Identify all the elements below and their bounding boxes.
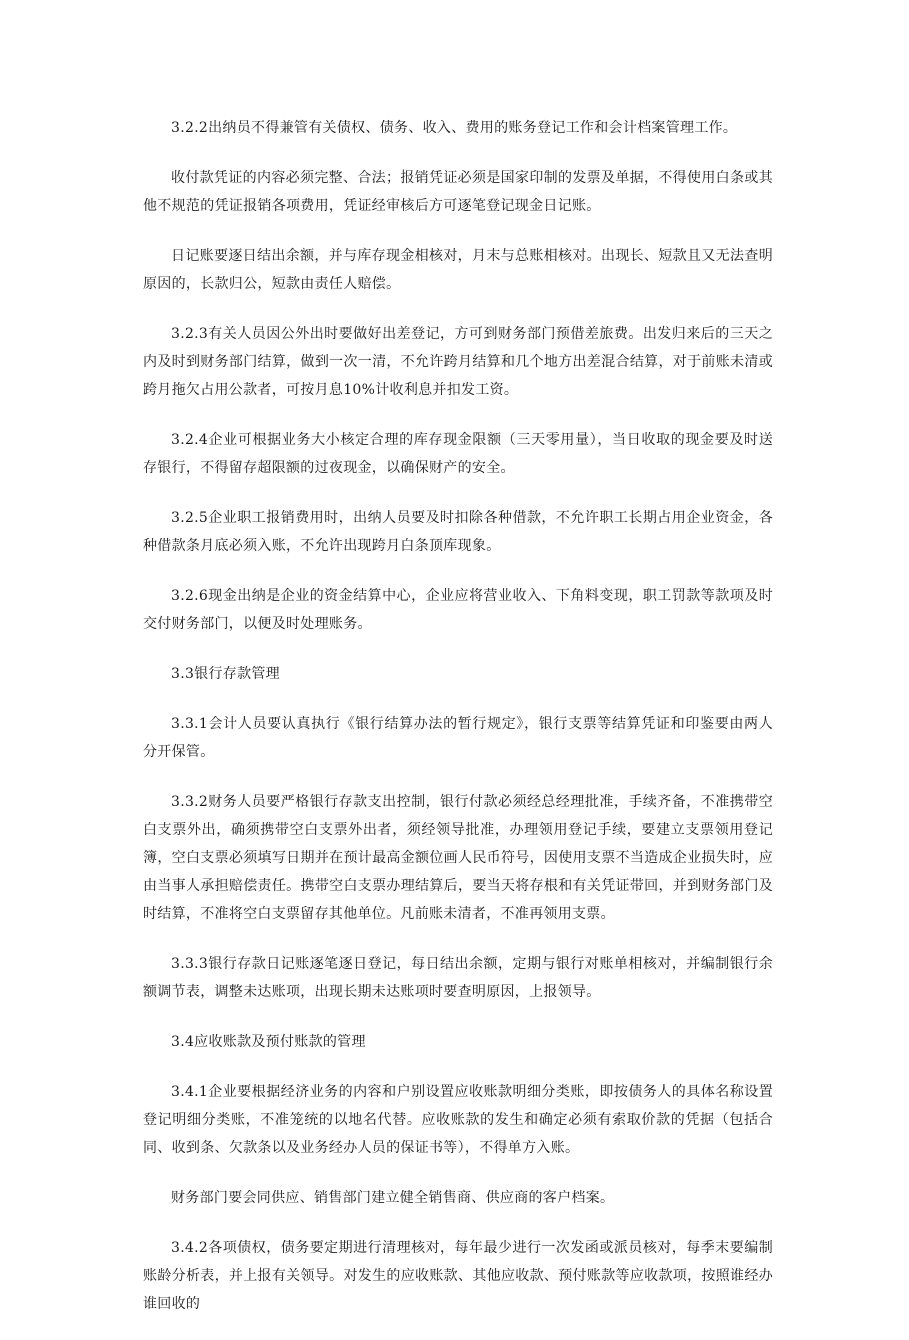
- section-heading-3-4: 3.4应收账款及预付账款的管理: [171, 1034, 366, 1050]
- paragraph-3-2-3: 3.2.3有关人员因公外出时要做好出差登记，方可到财务部门预借差旅费。出发归来后的三天之内及时到财务部门结算，做到一次一清，不允许跨月结算和几个地方出差混合结算，对于前账未清或跨月拖欠占用公款者，可按月息10%计收利息并扣发工资。: [143, 326, 773, 398]
- paragraph-customer-files: 财务部门要会同供应、销售部门建立健全销售商、供应商的客户档案。: [171, 1190, 615, 1206]
- paragraph-3-2-6: 3.2.6现金出纳是企业的资金结算中心，企业应将营业收入、下角料变现，职工罚款等款项及时交付财务部门，以便及时处理账务。: [143, 588, 773, 632]
- paragraph-3-4-2: 3.4.2各项债权，债务要定期进行清理核对，每年最少进行一次发函或派员核对，每季末要编制账龄分析表，并上报有关领导。对发生的应收账款、其他应收款、预付账款等应收款项，按照谁经办谁回收的: [143, 1240, 773, 1312]
- paragraph-receipt-vouchers: 收付款凭证的内容必须完整、合法；报销凭证必须是国家印制的发票及单据，不得使用白条或其他不规范的凭证报销各项费用，凭证经审核后方可逐笔登记现金日记账。: [143, 170, 773, 214]
- paragraph-3-3-2: 3.3.2财务人员要严格银行存款支出控制，银行付款必须经总经理批准，手续齐备，不准携带空白支票外出，确须携带空白支票外出者，须经领导批准，办理领用登记手续，要建立支票领用登记簿，空白支票必须填写日期并在预计最高金额位画人民币符号，因使用支票不当造成企业损失时，应由当事人承担赔偿责任。携带空白支票办理结算后，要当天将存根和有关凭证带回，并到财务部门及时结算，不准将空白支票留存其他单位。凡前账未清者，不准再领用支票。: [143, 794, 773, 922]
- document-body: [143, 114, 773, 1340]
- paragraph-3-2-2: 3.2.2出纳员不得兼管有关债权、债务、收入、费用的账务登记工作和会计档案管理工作。: [171, 120, 738, 136]
- paragraph-3-4-1: 3.4.1企业要根据经济业务的内容和户别设置应收账款明细分类账，即按债务人的具体名称设置登记明细分类账，不准笼统的以地名代替。应收账款的发生和确定必须有索取价款的凭据（包括合同、收到条、欠款条以及业务经办人员的保证书等），不得单方入账。: [143, 1084, 773, 1156]
- paragraph-3-2-4: 3.2.4企业可根据业务大小核定合理的库存现金限额（三天零用量），当日收取的现金要及时送存银行，不得留存超限额的过夜现金，以确保财产的安全。: [143, 432, 773, 476]
- paragraph-daily-journal: 日记账要逐日结出余额，并与库存现金相核对，月末与总账相核对。出现长、短款且又无法查明原因的，长款归公，短款由责任人赔偿。: [143, 248, 773, 292]
- section-heading-3-3: 3.3银行存款管理: [171, 666, 280, 682]
- paragraph-3-3-1: 3.3.1会计人员要认真执行《银行结算办法的暂行规定》，银行支票等结算凭证和印鉴要由两人分开保管。: [143, 716, 773, 760]
- paragraph-3-2-5: 3.2.5企业职工报销费用时，出纳人员要及时扣除各种借款，不允许职工长期占用企业资金，各种借款条月底必须入账，不允许出现跨月白条顶库现象。: [143, 510, 773, 554]
- paragraph-3-3-3: 3.3.3银行存款日记账逐笔逐日登记，每日结出余额，定期与银行对账单相核对，并编制银行余额调节表，调整未达账项，出现长期未达账项时要查明原因，上报领导。: [143, 956, 773, 1000]
